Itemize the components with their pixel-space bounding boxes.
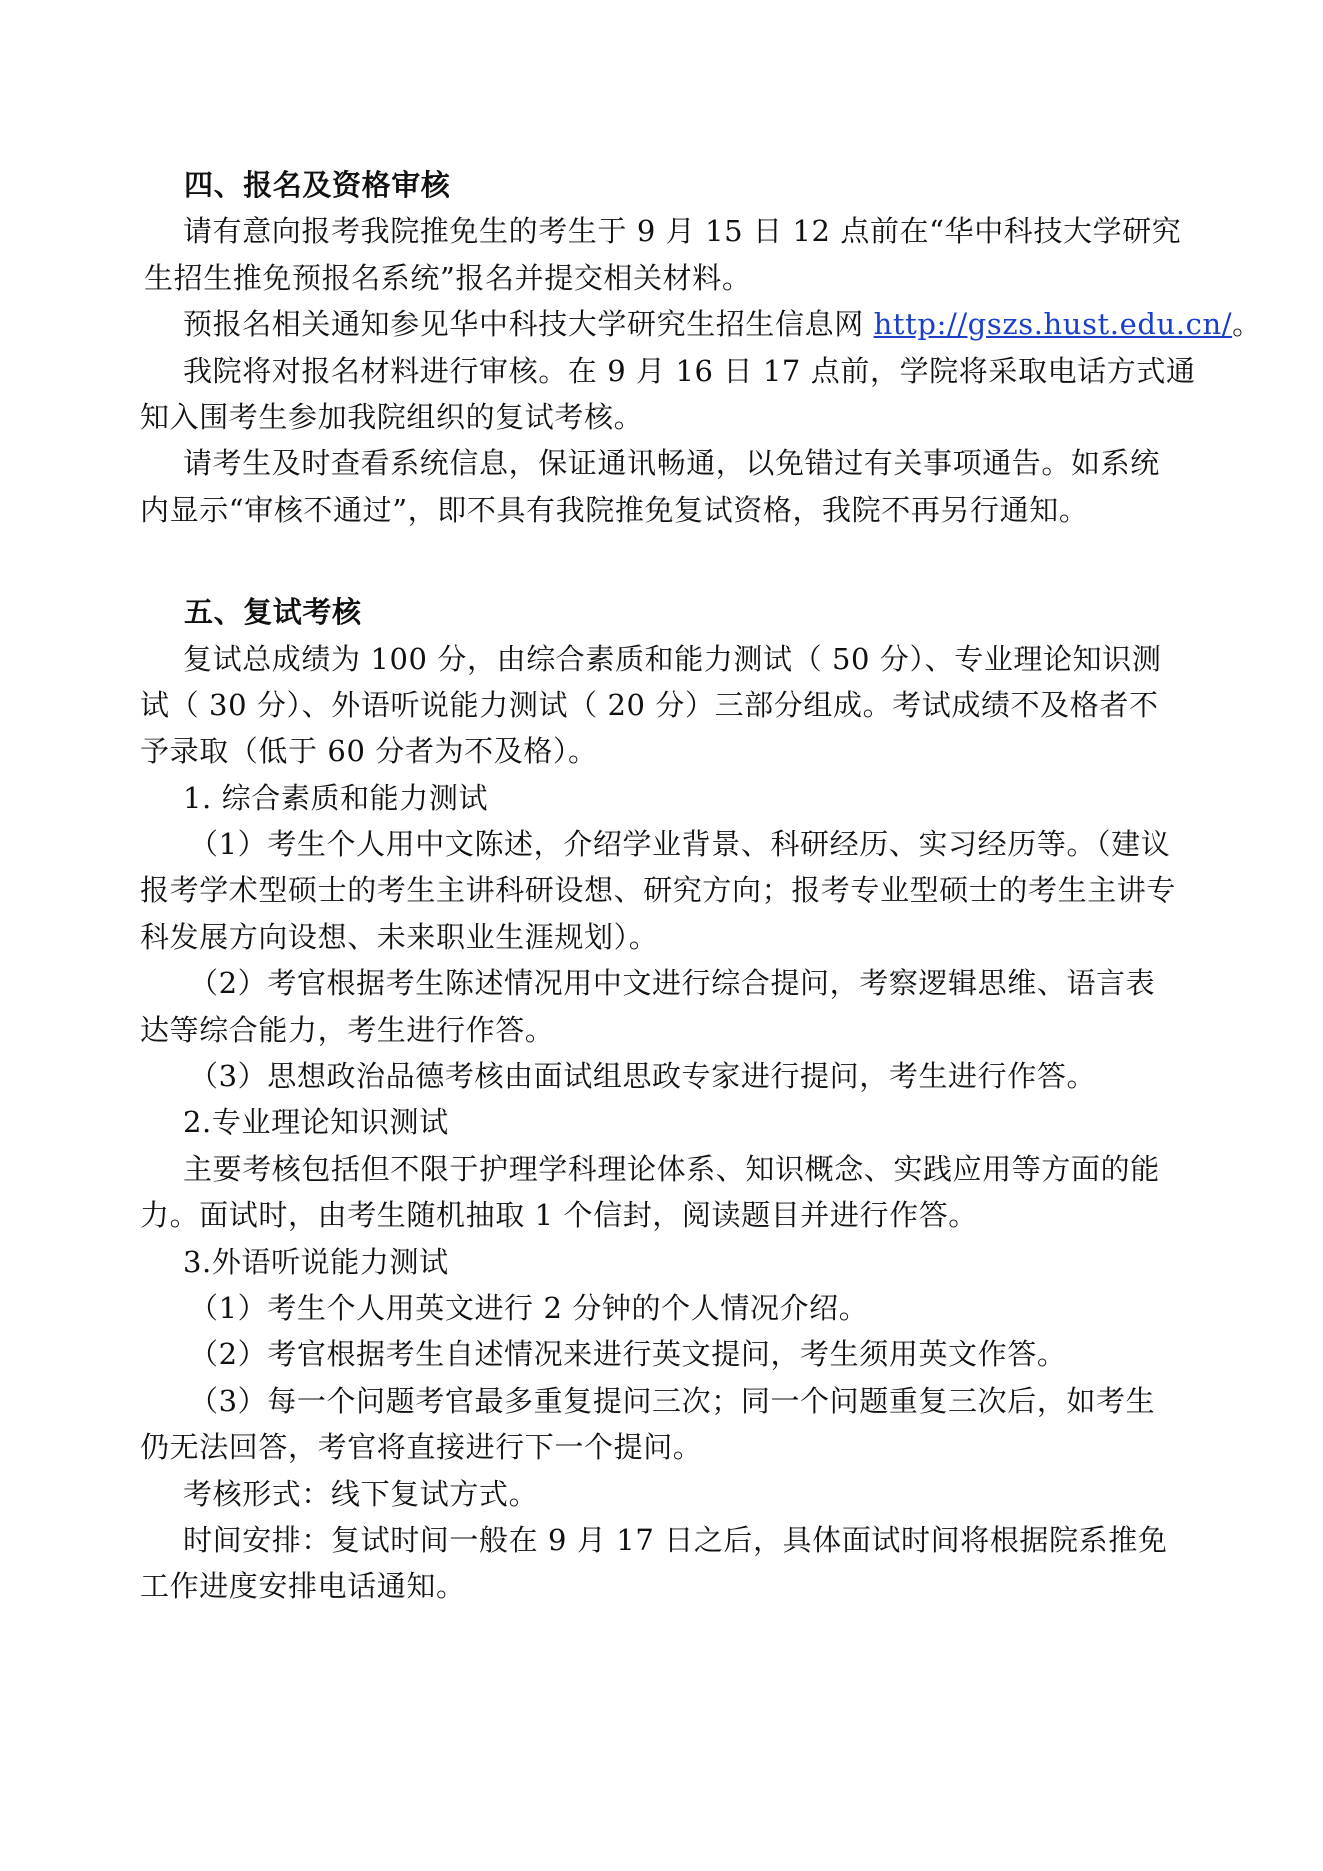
paragraph-line: 我院将对报名材料进行审核。在 9 月 16 日 17 点前，学院将采取电话方式通 [183, 353, 1196, 388]
list-item-line: 达等综合能力，考生进行作答。 [140, 1012, 555, 1047]
document-body [140, 162, 1262, 1610]
paragraph-line: 生招生推免预报名系统”报名并提交相关材料。 [144, 260, 752, 295]
paragraph-line: 复试总成绩为 100 分，由综合素质和能力测试（ 50 分）、专业理论知识测 [183, 641, 1162, 676]
subsection-title: 3.外语听说能力测试 [183, 1244, 449, 1279]
paragraph-line: 试（ 30 分）、外语听说能力测试（ 20 分）三部分组成。考试成绩不及格者不 [140, 687, 1159, 722]
list-item-line: （1）考生个人用中文陈述，介绍学业背景、科研经历、实习经历等。（建议 [189, 827, 1171, 862]
list-item-line: （2）考官根据考生自述情况来进行英文提问，考生须用英文作答。 [189, 1337, 1067, 1372]
paragraph-text: 预报名相关通知参见华中科技大学研究生招生信息网 [183, 307, 874, 342]
paragraph-line: 内显示“审核不通过”，即不具有我院推免复试资格，我院不再另行通知。 [140, 492, 1089, 527]
paragraph-line: 主要考核包括但不限于护理学科理论体系、知识概念、实践应用等方面的能 [183, 1151, 1160, 1186]
section-spacer [140, 533, 1200, 589]
list-item-line: 报考学术型硕士的考生主讲科研设想、研究方向；报考专业型硕士的考生主讲专 [140, 873, 1177, 908]
section-heading-retest: 五、复试考核 [184, 595, 362, 630]
section-heading-registration: 四、报名及资格审核 [184, 168, 451, 202]
subsection-title: 1. 综合素质和能力测试 [183, 780, 489, 815]
list-item-line: （1）考生个人用英文进行 2 分钟的个人情况介绍。 [189, 1290, 869, 1325]
admissions-website-link[interactable]: http://gszs.hust.edu.cn/ [873, 307, 1233, 342]
paragraph-line: 考核形式：线下复试方式。 [183, 1476, 539, 1511]
paragraph-line: 力。面试时，由考生随机抽取 1 个信封，阅读题目并进行作答。 [140, 1198, 978, 1233]
paragraph-line: 请考生及时查看系统信息，保证通讯畅通，以免错过有关事项通告。如系统 [183, 446, 1160, 481]
paragraph-line: 予录取（低于 60 分者为不及格）。 [140, 734, 598, 769]
paragraph-line: 请有意向报考我院推免生的考生于 9 月 15 日 12 点前在“华中科技大学研究 [183, 214, 1182, 249]
paragraph-line: 工作进度安排电话通知。 [140, 1569, 466, 1604]
list-item-line: （3）每一个问题考官最多重复提问三次；同一个问题重复三次后，如考生 [189, 1383, 1156, 1418]
paragraph-line-with-link [140, 301, 1262, 347]
list-item-line: （2）考官根据考生陈述情况用中文进行综合提问，考察逻辑思维、语言表 [189, 966, 1156, 1001]
list-item-line: （3）思想政治品德考核由面试组思政专家进行提问，考生进行作答。 [189, 1059, 1097, 1094]
list-item-line: 仍无法回答，考官将直接进行下一个提问。 [140, 1430, 703, 1465]
list-item-line: 科发展方向设想、未来职业生涯规划）。 [140, 919, 659, 954]
subsection-title: 2.专业理论知识测试 [183, 1105, 449, 1140]
paragraph-text: 。 [1232, 307, 1262, 342]
paragraph-line: 时间安排：复试时间一般在 9 月 17 日之后，具体面试时间将根据院系推免 [183, 1522, 1168, 1557]
paragraph-line: 知入围考生参加我院组织的复试考核。 [140, 399, 644, 434]
